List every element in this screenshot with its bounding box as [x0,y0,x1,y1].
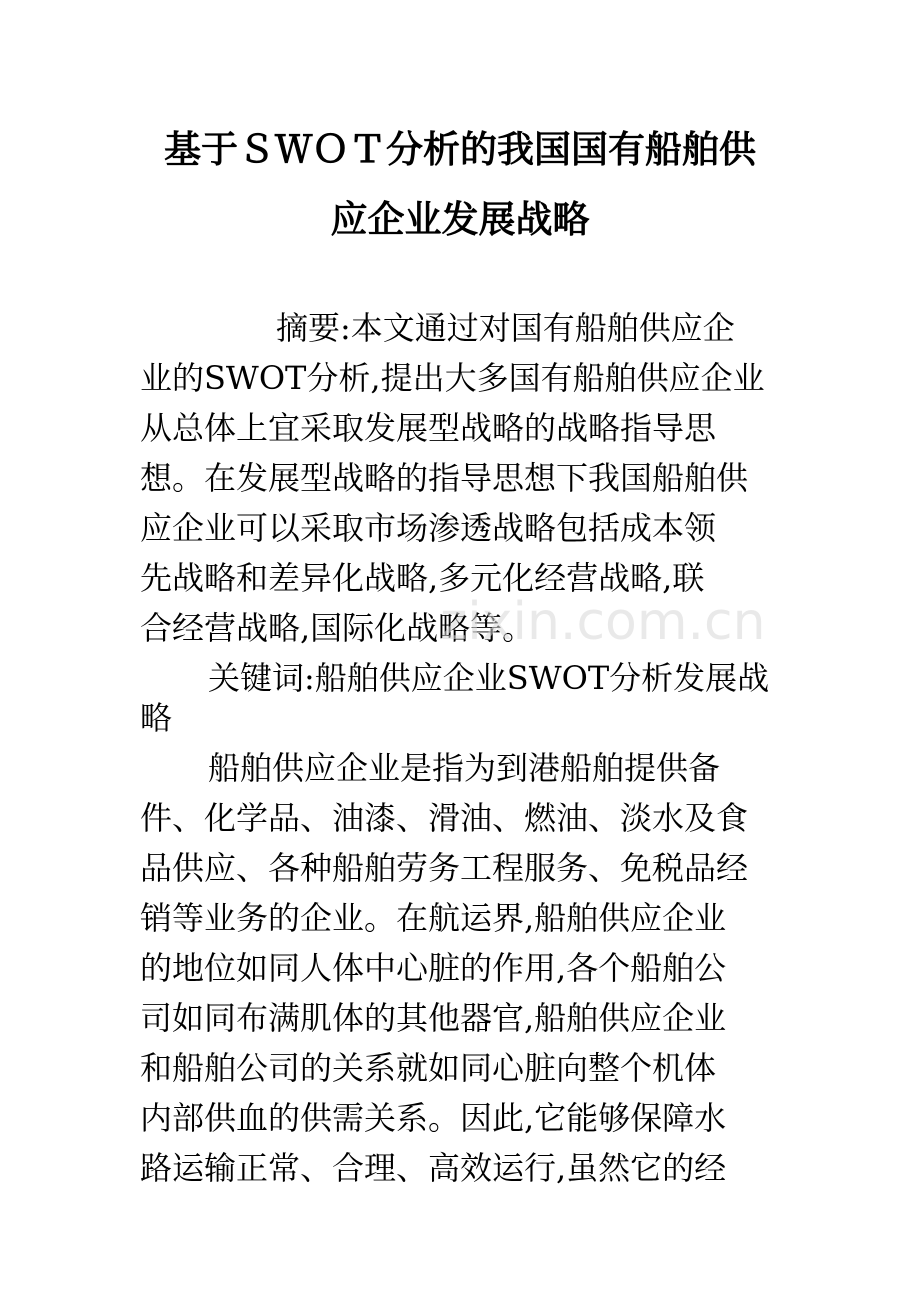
body-line: 司如同布满肌体的其他器官,船舶供应企业 [140,999,727,1037]
title-line-2: 应企业发展战略 [330,198,590,241]
body-line: 件、化学品、油漆、滑油、燃油、淡水及食 [140,799,749,837]
body-line: 销等业务的企业。在航运界,船舶供应企业 [140,899,727,937]
title-line-1: 基于ＳＷＯＴ分析的我国国有船舶供 [164,128,756,171]
abstract-line: 应企业可以采取市场渗透战略包括成本领 [140,509,717,547]
body-line: 内部供血的供需关系。因此,它能够保障水 [140,1099,727,1137]
body-line: 和船舶公司的关系就如同心脏向整个机体 [140,1049,717,1087]
watermark: zixin.com.cn [440,592,766,652]
abstract-line: 摘要:本文通过对国有船舶供应企 [276,309,735,347]
keywords-line: 关键词:船舶供应企业SWOT分析发展战 [208,659,770,697]
abstract-line: 先战略和差异化战略,多元化经营战略,联 [140,559,705,597]
body-line: 路运输正常、合理、高效运行,虽然它的经 [140,1149,727,1187]
body-line: 的地位如同人体中心脏的作用,各个船舶公 [140,949,727,987]
abstract-line: 想。在发展型战略的指导思想下我国船舶供 [140,459,749,497]
keywords-line: 略 [140,699,173,737]
abstract-line: 从总体上宜采取发展型战略的战略指导思 [140,409,717,447]
abstract-line: 业的SWOT分析,提出大多国有船舶供应企业 [140,359,765,397]
body-line: 船舶供应企业是指为到港船舶提供备 [208,749,721,787]
body-line: 品供应、各种船舶劳务工程服务、免税品经 [140,849,749,887]
abstract-line: 合经营战略,国际化战略等。 [140,609,535,647]
